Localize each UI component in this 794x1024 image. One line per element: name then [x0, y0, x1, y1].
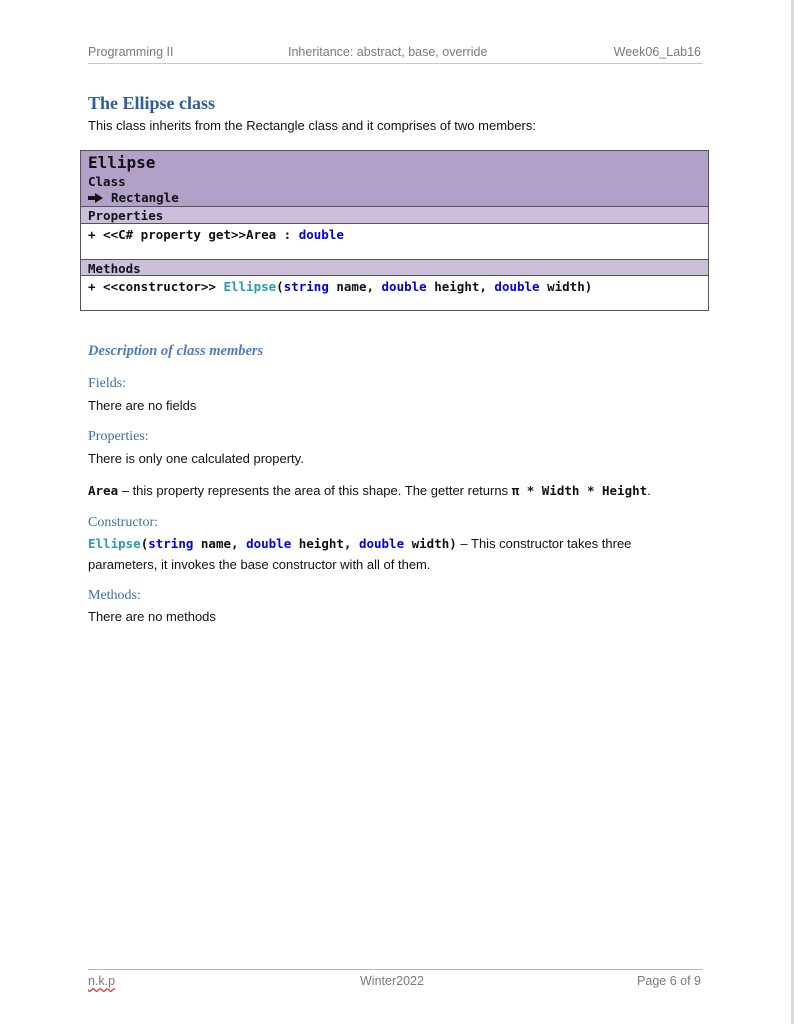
uml-param-name: name, — [328, 279, 382, 294]
header-topic: Inheritance: abstract, base, override — [288, 45, 488, 59]
uml-method-paren: ( — [276, 279, 284, 294]
uml-class-kind: Class — [88, 174, 126, 189]
constructor-text: – This constructor takes three — [456, 536, 632, 551]
constructor-text-continued: parameters, it invokes the base constructor with all of them. — [88, 557, 431, 572]
uml-class-name: Ellipse — [88, 153, 156, 172]
page-header — [88, 45, 703, 64]
section-title: The Ellipse class — [88, 93, 216, 113]
area-end: . — [647, 483, 651, 498]
uml-property-type: double — [298, 227, 344, 242]
constructor-name: Ellipse — [88, 536, 141, 551]
constructor-signature-line — [88, 536, 631, 551]
footer-author: n.k.p — [88, 974, 116, 988]
uml-base-class-name: Rectangle — [111, 190, 179, 205]
constructor-param-type: string — [148, 536, 194, 551]
uml-properties-header: Properties — [81, 207, 708, 224]
properties-label: Properties: — [88, 429, 149, 444]
page-footer — [88, 969, 703, 992]
area-property-name: Area — [88, 483, 119, 498]
uml-class-header — [81, 151, 708, 207]
uml-class-diagram — [80, 150, 709, 311]
area-description — [88, 483, 651, 498]
uml-methods-body — [81, 277, 708, 310]
right-arrow-icon — [88, 193, 103, 203]
footer-term: Winter2022 — [360, 974, 424, 988]
constructor-param-type: double — [358, 536, 405, 551]
methods-text: There are no methods — [88, 609, 216, 624]
constructor-param-name: height, — [291, 536, 359, 551]
constructor-param-name: name, — [193, 536, 247, 551]
area-formula: π * Width * Height — [511, 483, 648, 498]
fields-label: Fields: — [88, 376, 127, 391]
constructor-label: Constructor: — [88, 515, 158, 530]
uml-method-stereotype: + <<constructor>> — [88, 279, 224, 294]
uml-methods-header: Methods — [81, 259, 708, 276]
uml-param-type: double — [381, 279, 427, 294]
uml-method-name: Ellipse — [223, 279, 277, 294]
description-heading: Description of class members — [88, 343, 264, 359]
properties-text: There is only one calculated property. — [88, 451, 304, 466]
area-text: – this property represents the area of this shape. The getter returns — [118, 483, 512, 498]
constructor-param-name: width) — [404, 536, 457, 551]
footer-page-number: Page 6 of 9 — [637, 974, 701, 988]
uml-param-type: double — [494, 279, 540, 294]
uml-property-signature: + <<C# property get>>Area : — [88, 227, 299, 242]
intro-text: This class inherits from the Rectangle class and it comprises of two members: — [88, 118, 536, 133]
constructor-paren: ( — [140, 536, 149, 551]
uml-properties-body — [81, 225, 708, 259]
header-week: Week06_Lab16 — [613, 45, 701, 59]
methods-label: Methods: — [88, 588, 141, 603]
uml-param-name: height, — [426, 279, 495, 294]
uml-base-class — [88, 190, 179, 205]
uml-param-type: string — [283, 279, 329, 294]
header-course: Programming II — [88, 45, 174, 59]
uml-param-name: width) — [539, 279, 593, 294]
fields-text: There are no fields — [88, 398, 197, 413]
constructor-param-type: double — [246, 536, 292, 551]
